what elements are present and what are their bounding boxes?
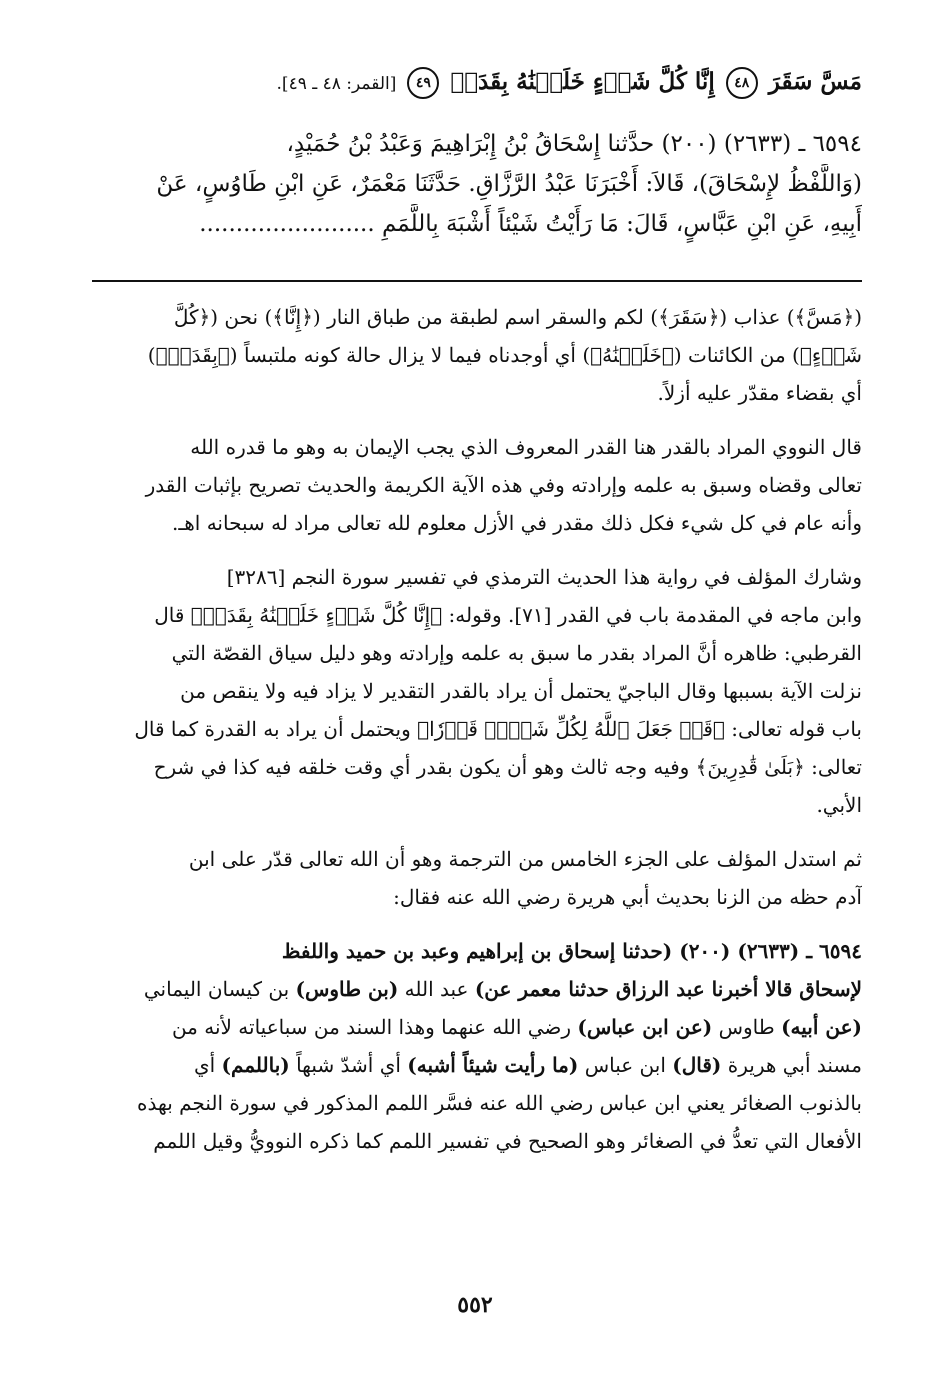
gloss-text: ابن عباس	[578, 1053, 673, 1077]
commentary-line: بالذنوب الصغائر يعني ابن عباس رضي الله عنه فسَّر اللمم المذكور في سورة النجم بهذه	[137, 1091, 862, 1115]
gloss-text: بن كيسان اليماني	[143, 977, 296, 1001]
hadith-line-text: أَبِيهِ، عَنِ ابْنِ عَبَّاسٍ، قَالَ: مَا رَأَيْتُ شَيْئاً أَشْبَهَ بِاللَّمَمِ	[382, 211, 862, 237]
hadith-line: (وَاللَّفْظُ لإِسْحَاقَ)، قَالاَ: أَخْبَرَنَا عَبْدُ الرَّزَّاقِ. حَدَّثَنَا مَعْمَرٌ، عَنِ ابْنِ طَاوُسٍ، عَنْ	[156, 171, 862, 197]
commentary-paragraph-4	[92, 840, 862, 916]
gloss-text: عبد الله	[398, 977, 475, 1001]
commentary-paragraph-5	[92, 932, 862, 1160]
commentary-line: شَيۡءٍ﴾) من الكائنات (﴿خَلَقۡنَٰهُ﴾) أي أوجدناه فيما لا يزال حالة كونه ملتبساً (﴿بِقَدَرٖ﴾)	[147, 343, 862, 367]
gloss-text: مسند أبي هريرة	[721, 1053, 862, 1077]
hadith-line: ٦٥٩٤ ـ (٢٦٣٣) (٢٠٠) حدَّثنا إِسْحَاقُ بْنُ إِبْرَاهِيمَ وَعَبْدُ بْنُ حُمَيْدٍ،	[286, 131, 862, 157]
commentary-line: نزلت الآية بسببها وقال الباجيّ يحتمل أن يراد بالقدر التقدير لا يزاد فيه ولا ينقص من	[180, 679, 862, 703]
isnad-text: (قال)	[672, 1053, 722, 1077]
commentary-line: ٦٥٩٤ ـ (٢٦٣٣) (٢٠٠) (حدثنا إسحاق بن إبراهيم وعبد بن حميد واللفظ	[281, 939, 862, 963]
isnad-text: (باللمم)	[221, 1053, 290, 1077]
hadith-text	[92, 124, 862, 244]
commentary-line: تعالى وقضاه وسبق به علمه وإرادته وفي هذه الآية الكريمة والحديث تصريح بإثبات القدر	[145, 473, 862, 497]
commentary-paragraph-3	[92, 558, 862, 824]
isnad-text: (عن أبيه)	[781, 1015, 862, 1039]
commentary-line: قال النووي المراد بالقدر هنا القدر المعروف الذي يجب الإيمان به وهو ما قدره الله	[190, 435, 862, 459]
verse-part-2: إِنَّا كُلَّ شَيۡءٍ خَلَقۡنَٰهُ بِقَدَرٖ	[450, 68, 715, 95]
isnad-text: (عن ابن عباس)	[577, 1015, 713, 1039]
quran-verse-header	[92, 62, 862, 104]
gloss-text: طاوس	[712, 1015, 782, 1039]
commentary-line: ثم استدل المؤلف على الجزء الخامس من الترجمة وهو أن الله تعالى قدّر على ابن	[188, 847, 862, 871]
isnad-text: (ما رأيت شيئاً أشبه)	[407, 1053, 579, 1077]
commentary-paragraph-1	[92, 298, 862, 412]
commentary-line	[92, 1008, 862, 1046]
commentary-line: الأبي.	[816, 793, 862, 817]
commentary-line: وأنه عام في كل شيء فكل ذلك مقدر في الأزل معلوم لله تعالى مراد له سبحانه اهـ.	[172, 511, 862, 535]
commentary-line: (﴿مَسَّ﴾) عذاب (﴿سَقَرَ﴾) لكم والسقر اسم لطبقة من طباق النار (﴿إِنَّا﴾) نحن (﴿كُلَّ	[173, 305, 862, 329]
continuation-dots: ........................	[199, 211, 375, 237]
commentary-line: القرطبي: ظاهره أنَّ المراد بقدر ما سبق به علمه وإرادته وهو دليل سياق القصّة التي	[171, 641, 862, 665]
commentary-line	[92, 970, 862, 1008]
commentary-line: الأفعال التي تعدُّ في الصغائر وهو الصحيح في تفسير اللمم كما ذكره النوويُّ وقيل اللمم	[153, 1129, 862, 1153]
page-content	[92, 62, 862, 1176]
verse-reference: [القمر: ٤٨ ـ ٤٩].	[276, 74, 397, 94]
hadith-line	[92, 204, 862, 244]
commentary-line: وابن ماجه في المقدمة باب في القدر [٧١]. وقوله: ﴿إِنَّا كُلَّ شَيۡءٍ خَلَقۡنَٰهُ بِقَدَرٖ﴾ قال	[154, 603, 862, 627]
commentary-line: أي بقضاء مقدّر عليه أزلاً.	[657, 381, 862, 405]
gloss-text: رضي الله عنهما وهذا السند من سباعياته لأنه من	[171, 1015, 578, 1039]
ayah-number-49: ٤٩	[407, 67, 439, 99]
commentary-line: تعالى: ﴿بَلَىٰ قَٰدِرِينَ﴾ وفيه وجه ثالث وهو أن يكون بقدر أي وقت خلقه فيه كذا في شرح	[153, 755, 862, 779]
commentary-line	[92, 1046, 862, 1084]
commentary-line: آدم حظه من الزنا بحديث أبي هريرة رضي الله عنه فقال:	[393, 885, 862, 909]
commentary-line: باب قوله تعالى: ﴿قَدۡ جَعَلَ ٱللَّهُ لِكُلِّ شَيۡءٖ قَدۡرٗا﴾ ويحتمل أن يراد به القدرة كما قال	[134, 717, 862, 741]
isnad-text: (بن طاوس)	[295, 977, 399, 1001]
commentary-paragraph-2	[92, 428, 862, 542]
ayah-number-48: ٤٨	[726, 67, 758, 99]
footnote-divider	[92, 280, 862, 282]
isnad-text: لإسحاق قالا أخبرنا عبد الرزاق حدثنا معمر عن)	[474, 977, 862, 1001]
page-number: ٥٥٢	[457, 1292, 493, 1318]
verse-part-1: مَسَّ سَقَرَ	[768, 68, 862, 95]
gloss-text: أي	[193, 1053, 222, 1077]
gloss-text: أي أشدّ شبهاً	[289, 1053, 408, 1077]
commentary-line: وشارك المؤلف في رواية هذا الحديث الترمذي في تفسير سورة النجم [٣٢٨٦]	[226, 565, 862, 589]
